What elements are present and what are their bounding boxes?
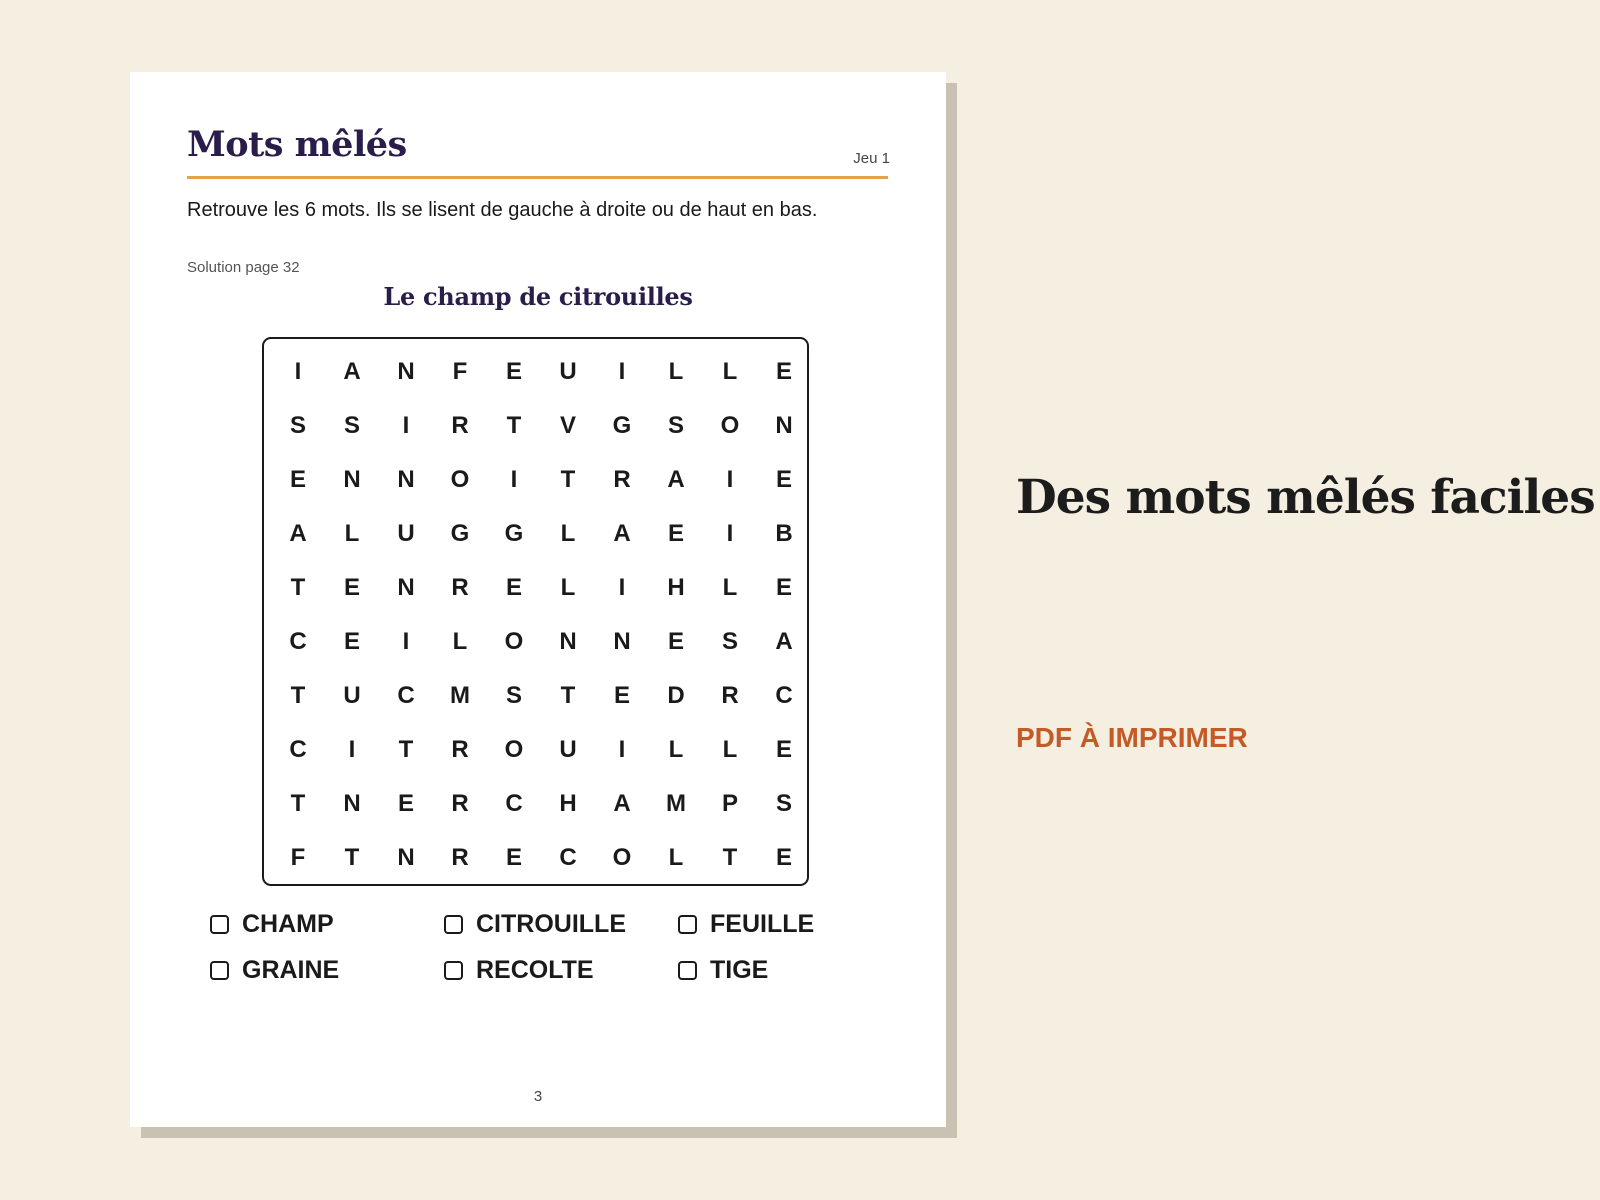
grid-cell: N: [559, 628, 577, 655]
grid-cell: G: [450, 520, 470, 547]
grid-cell: D: [667, 682, 685, 709]
grid-cell: L: [668, 358, 684, 385]
grid-cell: O: [504, 628, 524, 655]
grid-cell: L: [560, 520, 576, 547]
promo-subtitle: PDF À IMPRIMER: [1016, 722, 1248, 753]
grid-row: [264, 615, 807, 669]
word-list: [130, 907, 946, 1007]
grid-cell: H: [667, 574, 685, 601]
grid-cell: M: [450, 682, 470, 709]
promo-title: Des mots mêlés faciles: [1016, 470, 1595, 525]
grid-cell: C: [397, 682, 415, 709]
grid-cell: S: [721, 628, 738, 655]
word-item: [678, 907, 814, 941]
grid-cell: N: [397, 358, 415, 385]
word-item: [444, 907, 626, 941]
grid-cell: E: [505, 574, 522, 601]
grid-cell: R: [451, 736, 469, 763]
grid-cell: E: [505, 358, 522, 385]
grid-cell: S: [505, 682, 522, 709]
grid-cell: I: [618, 574, 626, 601]
word-item: [678, 953, 768, 987]
word-label: GRAINE: [242, 955, 340, 984]
grid-cell: O: [504, 736, 524, 763]
grid-row: [264, 669, 807, 723]
grid-cell: L: [560, 574, 576, 601]
word-search-grid: [262, 337, 809, 886]
grid-cell: M: [666, 790, 686, 817]
word-item: [210, 907, 334, 941]
grid-cell: S: [775, 790, 792, 817]
grid-cell: T: [560, 682, 576, 709]
grid-row: [264, 345, 807, 399]
word-checkbox[interactable]: [444, 915, 463, 934]
grid-cell: R: [613, 466, 631, 493]
grid-cell: I: [402, 628, 410, 655]
grid-cell: P: [721, 790, 738, 817]
grid-cell: T: [506, 412, 522, 439]
grid-cell: T: [290, 682, 306, 709]
grid-cell: R: [721, 682, 739, 709]
word-checkbox[interactable]: [678, 961, 697, 980]
word-label: FEUILLE: [710, 909, 815, 938]
grid-cell: E: [667, 628, 684, 655]
grid-cell: C: [289, 628, 307, 655]
grid-cell: R: [451, 844, 469, 871]
grid-cell: A: [613, 520, 631, 547]
grid-cell: E: [343, 574, 360, 601]
grid-cell: E: [289, 466, 306, 493]
grid-cell: E: [343, 628, 360, 655]
grid-cell: E: [775, 736, 792, 763]
grid-cell: E: [613, 682, 630, 709]
grid-cell: N: [397, 466, 415, 493]
word-item: [210, 953, 339, 987]
word-item: [444, 953, 594, 987]
game-number: Jeu 1: [853, 150, 890, 167]
grid-cell: S: [343, 412, 360, 439]
grid-cell: U: [397, 520, 415, 547]
grid-cell: T: [398, 736, 414, 763]
grid-cell: E: [775, 574, 792, 601]
word-checkbox[interactable]: [444, 961, 463, 980]
grid-cell: T: [560, 466, 576, 493]
grid-cell: N: [397, 844, 415, 871]
grid-cell: F: [290, 844, 306, 871]
grid-cell: L: [722, 574, 738, 601]
grid-cell: S: [667, 412, 684, 439]
grid-cell: T: [344, 844, 360, 871]
grid-cell: N: [343, 466, 361, 493]
grid-cell: E: [397, 790, 414, 817]
grid-cell: A: [667, 466, 685, 493]
grid-cell: C: [505, 790, 523, 817]
grid-cell: A: [613, 790, 631, 817]
grid-cell: I: [294, 358, 302, 385]
grid-cell: E: [775, 844, 792, 871]
grid-cell: E: [775, 358, 792, 385]
grid-cell: C: [559, 844, 577, 871]
grid-title: Le champ de citrouilles: [383, 282, 693, 311]
grid-cell: S: [289, 412, 306, 439]
word-checkbox[interactable]: [210, 915, 229, 934]
grid-cell: E: [667, 520, 684, 547]
grid-cell: T: [722, 844, 738, 871]
grid-cell: I: [618, 358, 626, 385]
word-checkbox[interactable]: [678, 915, 697, 934]
title-divider: [187, 176, 888, 179]
grid-cell: E: [775, 466, 792, 493]
grid-cell: O: [450, 466, 470, 493]
grid-cell: O: [612, 844, 632, 871]
grid-cell: U: [559, 358, 577, 385]
grid-cell: E: [505, 844, 522, 871]
instructions-text: Retrouve les 6 mots. Ils se lisent de gauche à droite ou de haut en bas.: [187, 199, 818, 221]
grid-cell: V: [559, 412, 576, 439]
grid-cell: L: [722, 736, 738, 763]
word-label: CITROUILLE: [476, 909, 626, 938]
grid-cell: N: [613, 628, 631, 655]
word-checkbox[interactable]: [210, 961, 229, 980]
grid-cell: O: [720, 412, 740, 439]
grid-cell: A: [775, 628, 793, 655]
grid-cell: B: [775, 520, 793, 547]
grid-cell: U: [559, 736, 577, 763]
word-label: CHAMP: [242, 909, 334, 938]
solution-reference: Solution page 32: [187, 259, 300, 276]
grid-cell: T: [290, 574, 306, 601]
grid-cell: C: [289, 736, 307, 763]
grid-cell: N: [343, 790, 361, 817]
grid-cell: G: [612, 412, 632, 439]
grid-row: [264, 831, 807, 885]
grid-cell: I: [726, 466, 734, 493]
grid-row: [264, 453, 807, 507]
grid-cell: F: [452, 358, 468, 385]
grid-cell: R: [451, 412, 469, 439]
grid-cell: L: [668, 736, 684, 763]
grid-cell: N: [397, 574, 415, 601]
grid-cell: H: [559, 790, 577, 817]
grid-cell: R: [451, 790, 469, 817]
grid-cell: T: [290, 790, 306, 817]
grid-cell: L: [668, 844, 684, 871]
grid-row: [264, 561, 807, 615]
grid-cell: I: [402, 412, 410, 439]
grid-cell: I: [726, 520, 734, 547]
grid-cell: L: [344, 520, 360, 547]
grid-cell: I: [510, 466, 518, 493]
word-label: RECOLTE: [476, 955, 594, 984]
grid-row: [264, 777, 807, 831]
grid-cell: A: [289, 520, 307, 547]
grid-cell: C: [775, 682, 793, 709]
grid-cell: G: [504, 520, 524, 547]
grid-cell: U: [343, 682, 361, 709]
grid-row: [264, 399, 807, 453]
grid-cell: I: [348, 736, 356, 763]
grid-cell: L: [452, 628, 468, 655]
grid-row: [264, 507, 807, 561]
word-label: TIGE: [710, 955, 769, 984]
grid-row: [264, 723, 807, 777]
grid-cell: L: [722, 358, 738, 385]
page-number: 3: [533, 1088, 543, 1105]
grid-cell: N: [775, 412, 793, 439]
page-title: Mots mêlés: [187, 124, 407, 165]
grid-cell: I: [618, 736, 626, 763]
worksheet-page: [130, 72, 946, 1127]
grid-cell: A: [343, 358, 361, 385]
grid-cell: R: [451, 574, 469, 601]
